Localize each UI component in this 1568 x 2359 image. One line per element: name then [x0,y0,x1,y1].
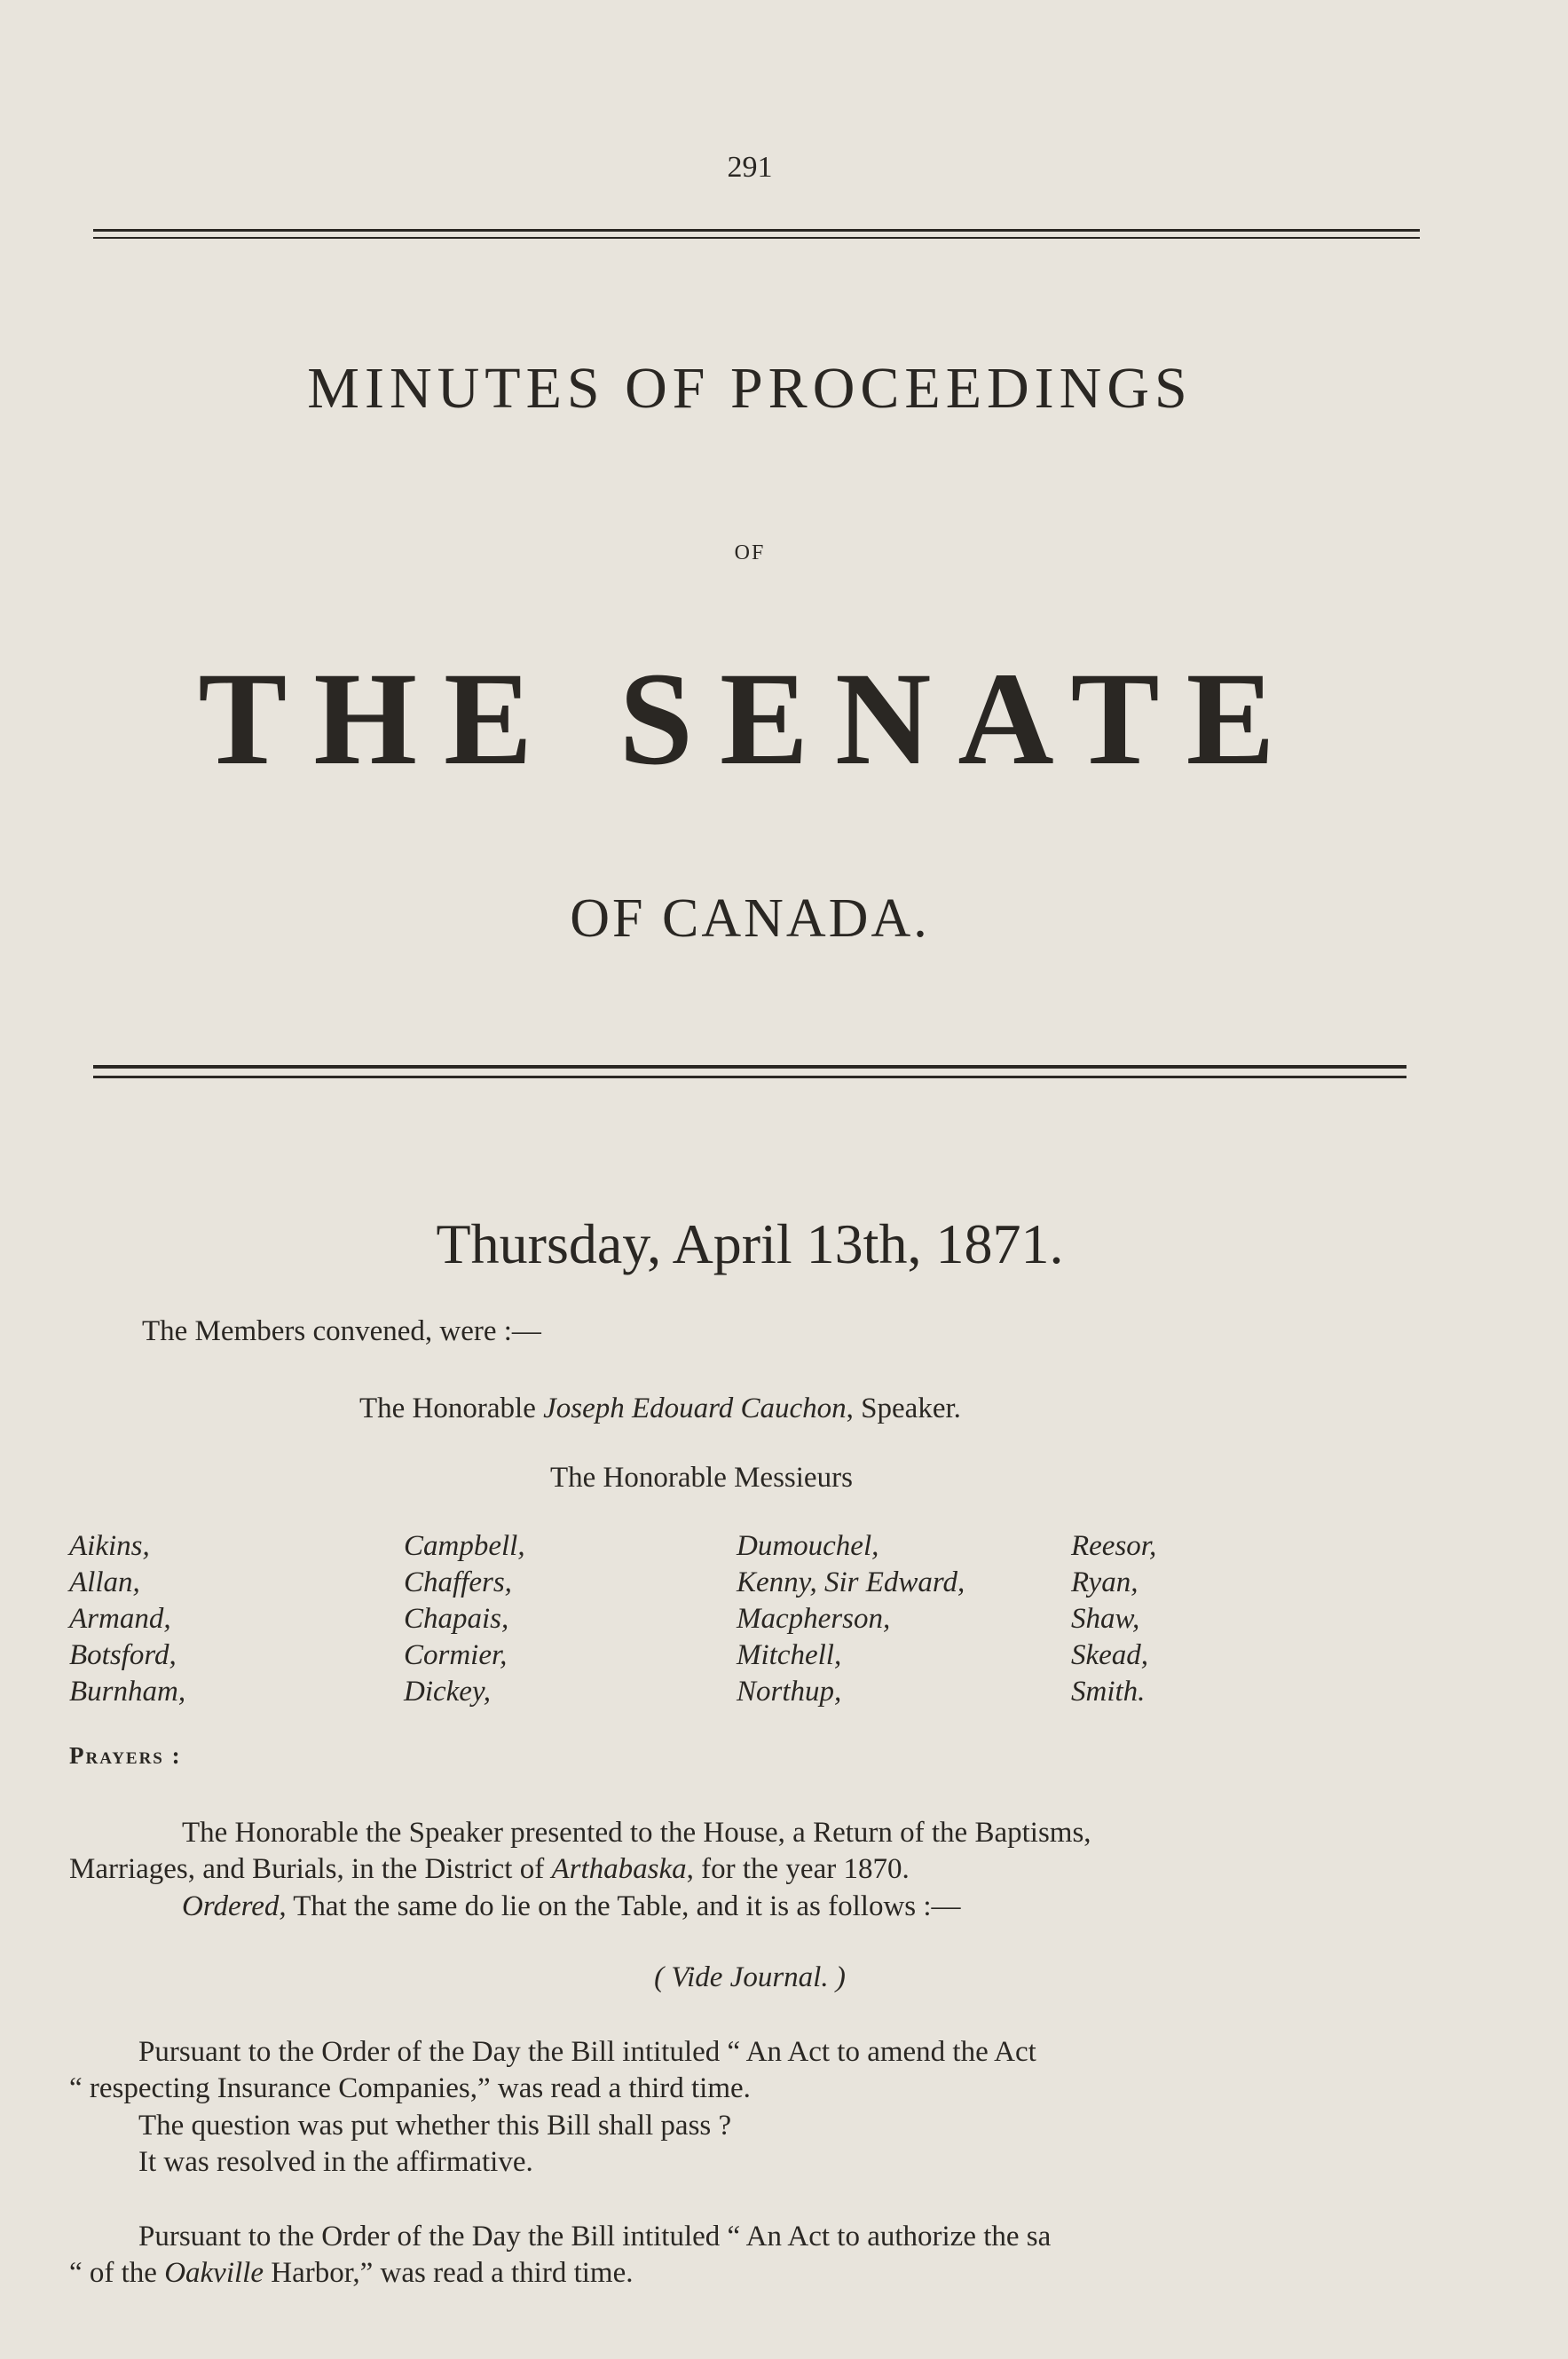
vide-journal: ( Vide Journal. ) [654,1961,846,1993]
member-name: Armand, [69,1603,171,1635]
paragraph-line: The question was put whether this Bill shall pass ? [138,2109,732,2142]
ordered-label: Ordered, [182,1890,287,1922]
speaker-line [359,1391,961,1427]
member-name: Botsford, [69,1639,177,1671]
member-name: Mitchell, [737,1639,842,1671]
text-run: Harbor,” was read a third time. [263,2257,634,2290]
members-column-3 [737,1528,965,1710]
title-country: OF CANADA. [570,888,930,949]
title-senate: THE SENATE [198,645,1302,793]
members-column-1 [69,1528,185,1710]
paragraph-return [69,1815,1418,1925]
paragraph-line: It was resolved in the affirmative. [138,2145,533,2178]
member-name: Northup, [737,1676,842,1708]
mid-rule-thin [93,1076,1406,1078]
member-name: Chaffers, [404,1566,512,1598]
member-name: Burnham, [69,1676,186,1708]
paragraph-harbor-bill [69,2219,1051,2292]
paragraph-line [69,1889,1418,1925]
member-name: Shaw, [1071,1603,1140,1635]
paragraph-insurance-bill [69,2034,1036,2181]
top-rule-thin [93,237,1420,239]
title-minutes: MINUTES OF PROCEEDINGS [307,356,1193,421]
text-run: Marriages, and Burials, in the District of [69,1853,552,1886]
mid-rule-thick [93,1065,1406,1069]
paragraph-line: Pursuant to the Order of the Day the Bill intituled “ An Act to amend the Act [138,2036,1036,2068]
member-name: Dumouchel, [737,1530,879,1562]
place-name: Arthabaska [551,1853,687,1886]
speaker-prefix: The Honorable [359,1393,544,1424]
paragraph-line: “ respecting Insurance Companies,” was read a third time. [69,2072,751,2105]
paragraph-line: The Honorable the Speaker presented to the House, a Return of the Baptisms, [182,1817,1091,1849]
member-name: Aikins, [69,1530,150,1562]
paragraph-line [69,1851,1418,1888]
paragraph-line: Pursuant to the Order of the Day the Bill intituled “ An Act to authorize the sa [138,2221,1052,2252]
members-intro: The Members convened, were :— [142,1315,541,1347]
session-date: Thursday, April 13th, 1871. [436,1212,1064,1275]
members-column-2 [404,1528,525,1710]
place-name: Oakville [164,2257,264,2290]
member-name: Macpherson, [737,1603,891,1635]
messieurs-line: The Honorable Messieurs [550,1462,853,1494]
paragraph-line [69,2255,1051,2292]
member-name: Cormier, [404,1639,508,1671]
member-name: Smith. [1071,1676,1146,1708]
member-name: Ryan, [1071,1566,1139,1598]
member-name: Kenny, Sir Edward, [737,1566,965,1598]
member-name: Skead, [1071,1639,1149,1671]
speaker-suffix: , Speaker. [846,1393,961,1424]
members-column-4 [1071,1528,1156,1710]
member-name: Campbell, [404,1530,525,1562]
prayers-label: Prayers : [69,1742,182,1769]
speaker-name: Joseph Edouard Cauchon [543,1393,847,1424]
text-run: “ of the [69,2257,165,2290]
page-number: 291 [727,151,773,184]
member-name: Reesor, [1071,1530,1157,1562]
top-rule-thick [93,229,1420,232]
text-run: , for the year 1870. [686,1853,910,1886]
member-name: Allan, [69,1566,140,1598]
member-name: Chapais, [404,1603,509,1635]
title-of: OF [734,541,766,564]
text-run: That the same do lie on the Table, and it is as follows :— [286,1890,961,1922]
member-name: Dickey, [404,1676,492,1708]
